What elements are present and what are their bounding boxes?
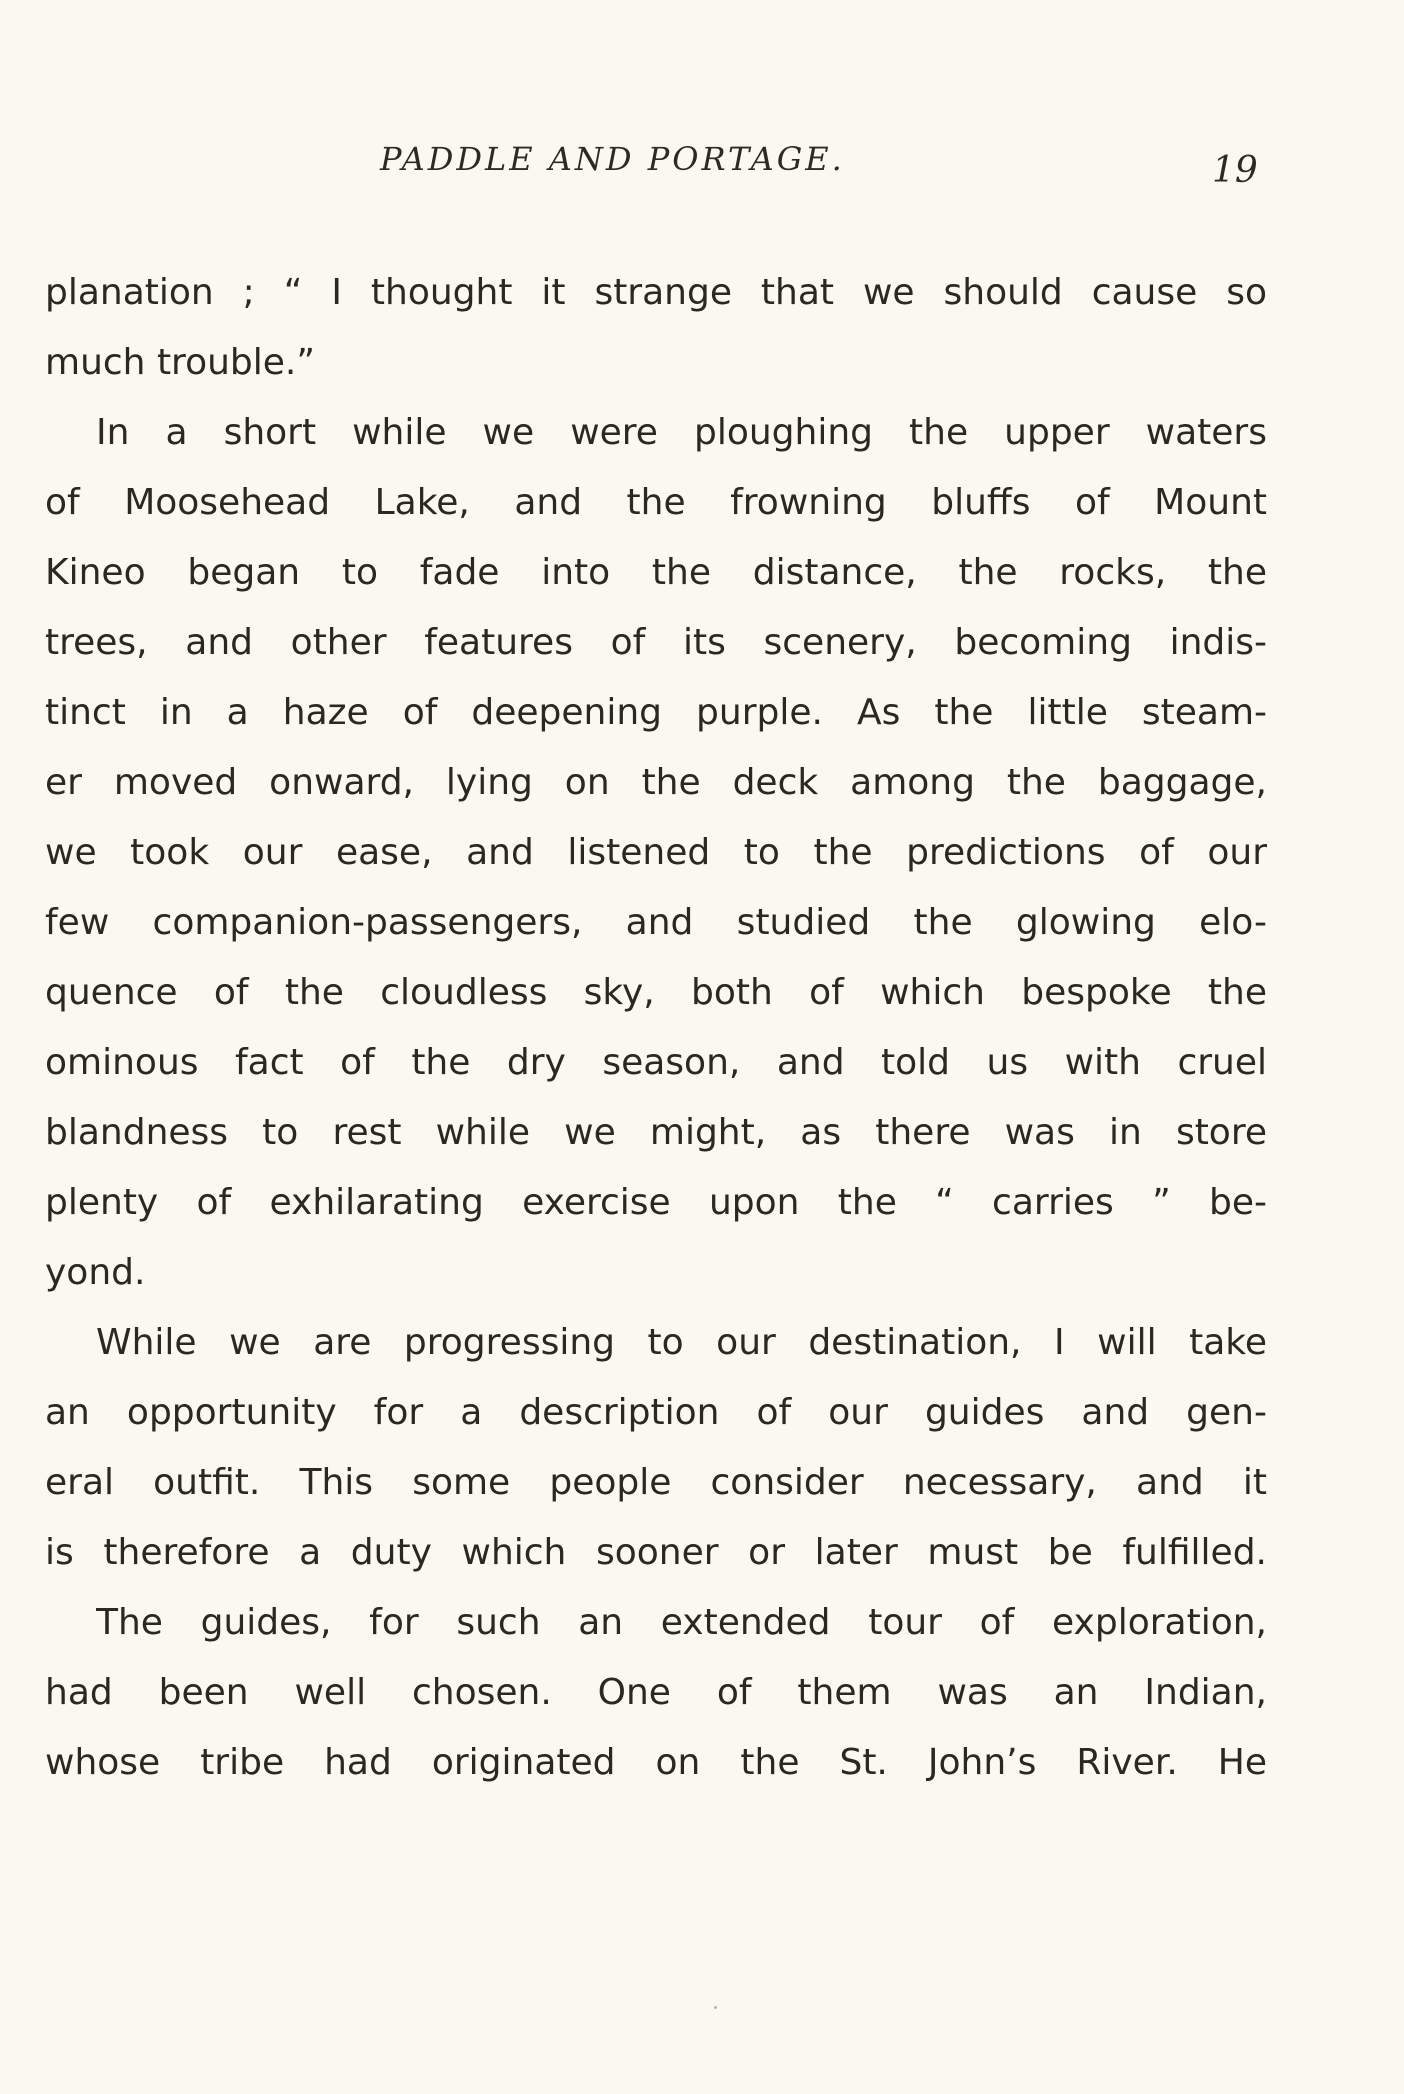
text-line: eral outfit. This some people consider necessary, and it (45, 1462, 1267, 1503)
text-line: is therefore a duty which sooner or later must be fulfilled. (45, 1532, 1267, 1573)
text-line: an opportunity for a description of our guides and gen- (45, 1392, 1267, 1433)
running-head: PADDLE AND PORTAGE. (380, 140, 845, 178)
text-line: While we are progressing to our destination, I will take (96, 1322, 1267, 1363)
text-line: plenty of exhilarating exercise upon the “ carries ” be- (45, 1182, 1267, 1223)
text-line: quence of the cloudless sky, both of which bespoke the (45, 972, 1267, 1013)
text-line: yond. (45, 1252, 146, 1293)
text-line: In a short while we were ploughing the upper waters (96, 412, 1267, 453)
text-line: ominous fact of the dry season, and told us with cruel (45, 1042, 1267, 1083)
text-line: we took our ease, and listened to the predictions of our (45, 832, 1267, 873)
text-line: The guides, for such an extended tour of exploration, (96, 1602, 1267, 1643)
paper-speck (714, 2006, 717, 2009)
text-line: much trouble.” (45, 342, 315, 383)
text-line: trees, and other features of its scenery, becoming indis- (45, 622, 1267, 663)
text-line: few companion-passengers, and studied the glowing elo- (45, 902, 1267, 943)
text-line: Kineo began to fade into the distance, the rocks, the (45, 552, 1267, 593)
text-line: er moved onward, lying on the deck among the baggage, (45, 762, 1267, 803)
text-line: tinct in a haze of deepening purple. As the little steam- (45, 692, 1267, 733)
page-number: 19 (1212, 150, 1258, 191)
text-line: planation ; “ I thought it strange that we should cause so (45, 272, 1267, 313)
text-line: had been well chosen. One of them was an Indian, (45, 1672, 1267, 1713)
text-line: whose tribe had originated on the St. John’s River. He (45, 1742, 1267, 1783)
text-line: of Moosehead Lake, and the frowning bluffs of Mount (45, 482, 1267, 523)
text-line: blandness to rest while we might, as there was in store (45, 1112, 1267, 1153)
